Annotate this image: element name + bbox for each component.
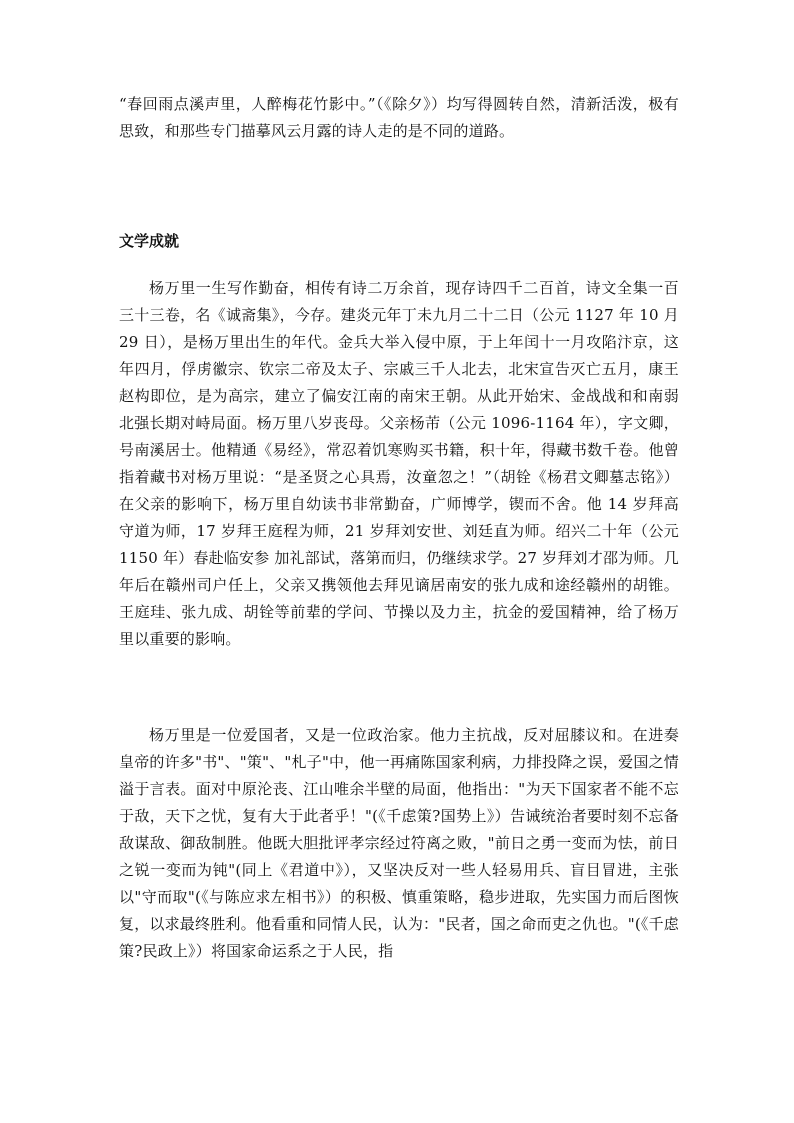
section-heading: 文学成就 <box>119 232 180 250</box>
body-paragraph-2: 杨万里是一位爱国者，又是一位政治家。他力主抗战，反对屈膝议和。在进奏皇帝的许多"书"、"策"、"札子"中，他一再痛陈国家利病，力排投降之误，爱国之情溢于言表。面对中原沦丧、江山唯余半壁的局面，他指出："为天下国家者不能不忘于敌，天下之忧，复有大于此者乎！"(《千虑策?国势上》）告诫统治者要时刻不忘备敌谋敌、御敌制胜。他既大胆批评孝宗经过符离之败，"前日之勇一变而为怯，前日之锐一变而为钝"(同上《君道中》），又坚决反对一些人轻易用兵、盲目冒进，主张以"守而取"(《与陈应求左相书》）的积极、慎重策略，稳步进取，先实国力而后图恢复，以求最终胜利。他看重和同情人民，认为："民者，国之命而吏之仇也。"(《千虑策?民政上》）将国家命运系之于人民，指 <box>119 726 679 960</box>
body-paragraph-1: 杨万里一生写作勤奋，相传有诗二万余首，现存诗四千二百首，诗文全集一百三十三卷，名《诚斋集》，今存。建炎元年丁未九月二十二日（公元 1127 年 10 月 29 日），是杨万里出生的年代。金兵大举入侵中原，于上年闰十一月攻陷汴京，这年四月，俘虏徽宗、钦宗二帝及太子、宗戚三千人北去，北宋宣告灭亡五月，康王赵构即位，是为高宗，建立了偏安江南的南宋王朝。从此开始宋、金战战和和南弱北强长期对峙局面。杨万里八岁丧母。父亲杨芾（公元 1096-1164 年），字文卿，号南溪居士。他精通《易经》，常忍着饥寒购买书籍，积十年，得藏书数千卷。他曾指着藏书对杨万里说：“是圣贤之心具焉，汝童忽之！”（胡铨《杨君文卿墓志铭》）在父亲的影响下，杨万里自幼读书非常勤奋，广师博学，锲而不舍。他 14 岁拜高守道为师，17 岁拜王庭程为师，21 岁拜刘安世、刘廷直为师。绍兴二十年（公元 1150 年）春赴临安参 加礼部试，落第而归，仍继续求学。27 岁拜刘才邵为师。几年后在赣州司户任上，父亲又携领他去拜见谪居南安的张九成和途经赣州的胡锥。王庭珪、张九成、胡铨等前辈的学问、节操以及力主，抗金的爱国精神，给了杨万里以重要的影响。 <box>119 279 679 648</box>
intro-paragraph: “春回雨点溪声里，人醉梅花竹影中。”（《除夕》）均写得圆转自然，清新活泼，极有思致，和那些专门描摹风云月露的诗人走的是不同的道路。 <box>119 95 679 140</box>
